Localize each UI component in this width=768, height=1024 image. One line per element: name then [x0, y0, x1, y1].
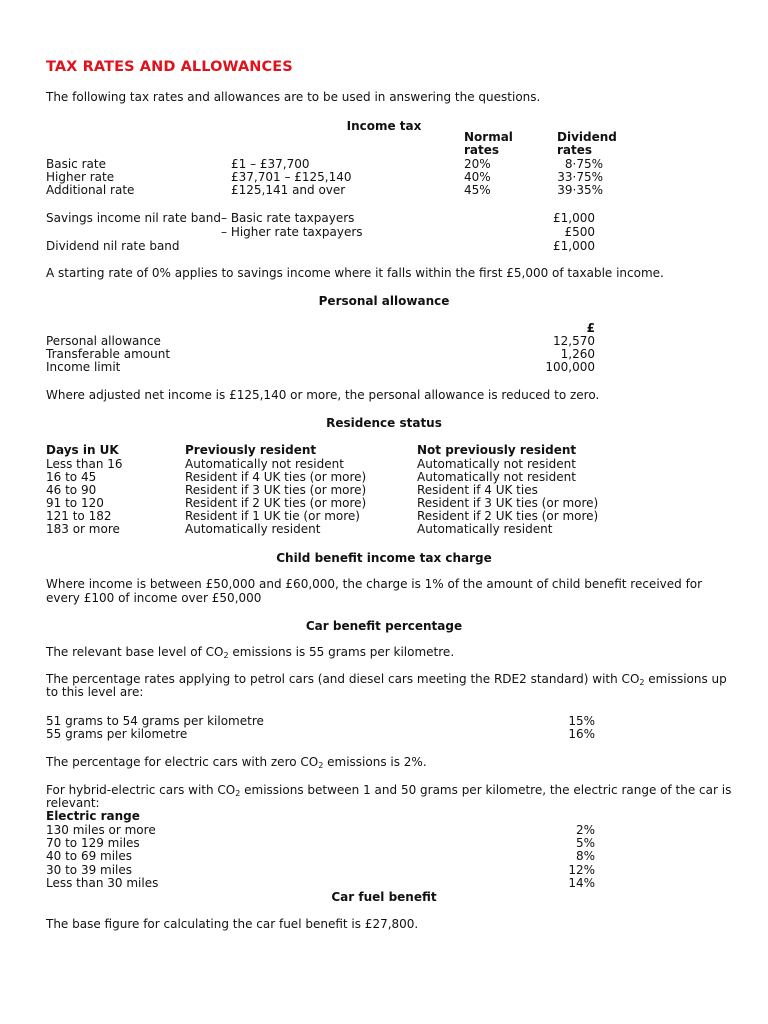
income-tax-row-band: £125,141 and over [231, 183, 346, 197]
child-benefit-text-line2: every £100 of income over £50,000 [46, 591, 262, 605]
electric-range-value: 14% [568, 876, 595, 890]
personal-allowance-heading: Personal allowance [318, 294, 450, 308]
residence-not-previous-cell: Resident if 4 UK ties [417, 483, 538, 497]
allowance-note: Where adjusted net income is £125,140 or more, the personal allowance is reduced to zero. [46, 388, 600, 402]
electric-range-value: 12% [568, 863, 595, 877]
electric-range-value: 8% [575, 849, 595, 863]
car-fuel-benefit-heading: Car fuel benefit [331, 890, 437, 904]
co2-subscript: 2 [235, 789, 241, 798]
electric-range-label: 30 to 39 miles [46, 863, 133, 877]
income-tax-heading: Income tax [346, 119, 422, 133]
allowance-row-label: Transferable amount [46, 347, 171, 361]
residence-previous-cell: Resident if 4 UK ties (or more) [185, 470, 367, 484]
electric-range-header: Electric range [46, 809, 140, 823]
savings-nil-band-label: Savings income nil rate band [46, 211, 221, 225]
not-previously-resident-header: Not previously resident [417, 443, 577, 457]
co2-subscript: 2 [639, 678, 645, 687]
residence-days-cell: 46 to 90 [46, 483, 97, 497]
savings-higher-value: £500 [564, 225, 595, 239]
emission-rate-label: 51 grams to 54 grams per kilometre [46, 714, 264, 728]
dividend-nil-band-label: Dividend nil rate band [46, 239, 180, 253]
residence-days-cell: Less than 16 [46, 457, 123, 471]
base-level-text [46, 646, 454, 659]
savings-basic-value: £1,000 [553, 211, 595, 225]
child-benefit-heading: Child benefit income tax charge [276, 551, 492, 565]
electric-range-label: Less than 30 miles [46, 876, 159, 890]
starting-rate-note: A starting rate of 0% applies to savings income where it falls within the first £5,000 of taxable income. [46, 266, 664, 280]
income-tax-row-normal: 45% [464, 183, 491, 197]
base-level-text-end: emissions is 55 grams per kilometre. [228, 645, 455, 659]
electric-range-label: 130 miles or more [46, 823, 156, 837]
normal-rates-header-1: Normal [464, 130, 513, 144]
residence-previous-cell: Resident if 3 UK ties (or more) [185, 483, 367, 497]
dividend-rates-header-1: Dividend [557, 130, 617, 144]
electric-range-label: 40 to 69 miles [46, 849, 133, 863]
hybrid-cars-text-line2: relevant: [46, 796, 100, 810]
residence-not-previous-cell: Automatically resident [417, 522, 553, 536]
hybrid-cars-text-line1 [46, 784, 731, 797]
car-benefit-heading: Car benefit percentage [305, 619, 463, 633]
residence-days-cell: 183 or more [46, 522, 120, 536]
co2-subscript: 2 [318, 761, 324, 770]
child-benefit-text-line1: Where income is between £50,000 and £60,000, the charge is 1% of the amount of child benefit received for [46, 577, 703, 591]
percentage-rates-text-line1 [46, 673, 727, 686]
income-tax-row-dividend: 8·75% [564, 157, 603, 171]
residence-not-previous-cell: Resident if 2 UK ties (or more) [417, 509, 599, 523]
electric-cars-text-start: The percentage for electric cars with zero CO [46, 755, 319, 769]
income-tax-row-normal: 40% [464, 170, 491, 184]
residence-days-cell: 121 to 182 [46, 509, 112, 523]
emission-rate-value: 15% [568, 714, 595, 728]
allowance-row-value: 12,570 [553, 334, 595, 348]
income-tax-row-normal: 20% [464, 157, 491, 171]
hybrid-cars-text-start: For hybrid-electric cars with CO [46, 783, 236, 797]
residence-not-previous-cell: Automatically not resident [417, 470, 576, 484]
electric-cars-text-end: emissions is 2%. [323, 755, 427, 769]
previously-resident-header: Previously resident [185, 443, 317, 457]
emission-rate-value: 16% [568, 727, 595, 741]
savings-higher-label: – Higher rate taxpayers [221, 225, 363, 239]
income-tax-row-dividend: 39·35% [557, 183, 603, 197]
percentage-rates-text-start: The percentage rates applying to petrol cars (and diesel cars meeting the RDE2 standard) with CO [46, 672, 640, 686]
electric-range-value: 2% [575, 823, 595, 837]
pound-unit-header: £ [586, 321, 595, 335]
days-in-uk-header: Days in UK [46, 443, 119, 457]
dividend-nil-band-value: £1,000 [553, 239, 595, 253]
savings-basic-label: – Basic rate taxpayers [221, 211, 355, 225]
emission-rate-label: 55 grams per kilometre [46, 727, 188, 741]
electric-range-value: 5% [575, 836, 595, 850]
residence-previous-cell: Resident if 2 UK ties (or more) [185, 496, 367, 510]
income-tax-row-band: £1 – £37,700 [231, 157, 310, 171]
allowance-row-value: 1,260 [560, 347, 595, 361]
car-fuel-benefit-note: The base figure for calculating the car fuel benefit is £27,800. [46, 917, 419, 931]
percentage-rates-text-end: emissions up [644, 672, 727, 686]
residence-days-cell: 16 to 45 [46, 470, 97, 484]
residence-previous-cell: Automatically not resident [185, 457, 344, 471]
income-tax-row-dividend: 33·75% [557, 170, 603, 184]
intro-text: The following tax rates and allowances are to be used in answering the questions. [46, 90, 541, 104]
allowance-row-label: Personal allowance [46, 334, 161, 348]
residence-previous-cell: Resident if 1 UK tie (or more) [185, 509, 360, 523]
residence-not-previous-cell: Automatically not resident [417, 457, 576, 471]
electric-range-label: 70 to 129 miles [46, 836, 140, 850]
dividend-rates-header-2: rates [557, 143, 593, 157]
residence-not-previous-cell: Resident if 3 UK ties (or more) [417, 496, 599, 510]
page-title: TAX RATES AND ALLOWANCES [46, 59, 293, 75]
electric-cars-text [46, 756, 427, 769]
income-tax-row-label: Additional rate [46, 183, 135, 197]
allowance-row-label: Income limit [46, 360, 121, 374]
income-tax-row-label: Higher rate [46, 170, 115, 184]
residence-days-cell: 91 to 120 [46, 496, 104, 510]
income-tax-row-label: Basic rate [46, 157, 106, 171]
base-level-text-start: The relevant base level of CO [46, 645, 224, 659]
residence-previous-cell: Automatically resident [185, 522, 321, 536]
normal-rates-header-2: rates [464, 143, 500, 157]
allowance-row-value: 100,000 [545, 360, 595, 374]
percentage-rates-text-line2: to this level are: [46, 685, 144, 699]
income-tax-row-band: £37,701 – £125,140 [231, 170, 352, 184]
residence-status-heading: Residence status [326, 416, 442, 430]
co2-subscript: 2 [223, 651, 229, 660]
hybrid-cars-text-end: emissions between 1 and 50 grams per kilometre, the electric range of the car is [240, 783, 732, 797]
